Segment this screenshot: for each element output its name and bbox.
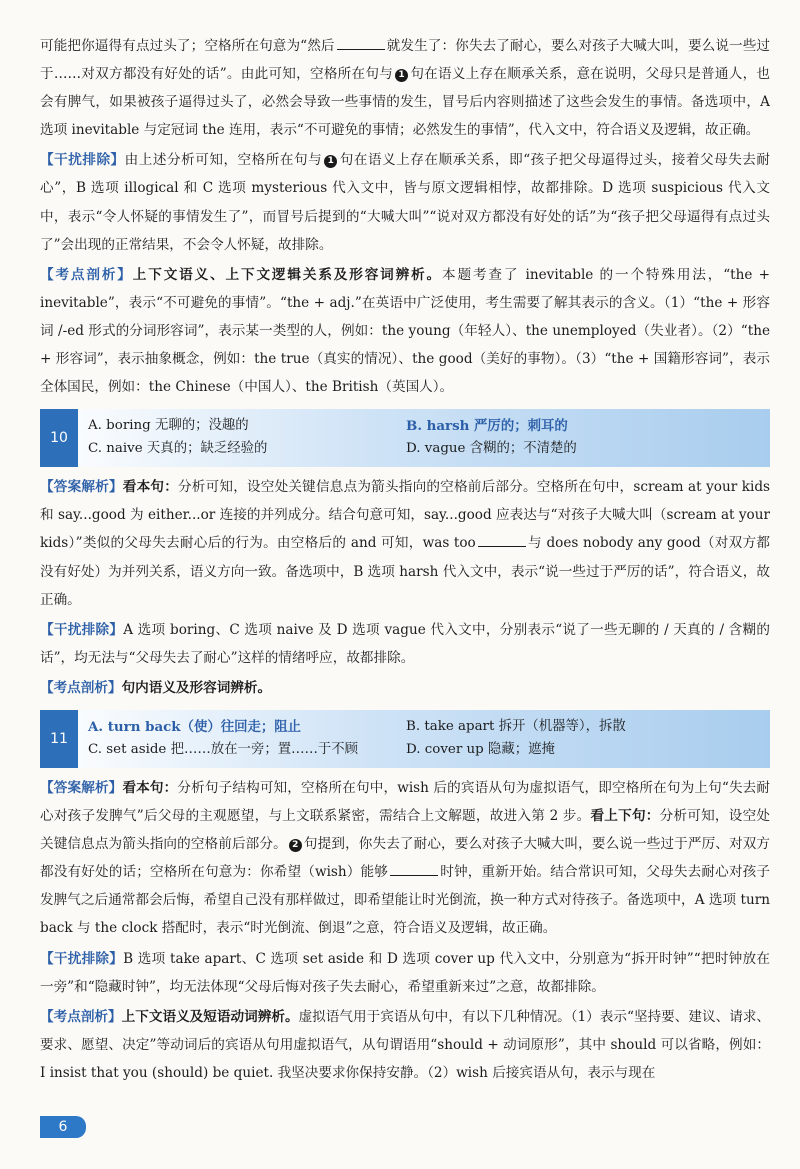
question-number: 11 — [40, 710, 78, 768]
option-c: C. set aside 把……放在一旁；置……于不顾 — [88, 741, 359, 757]
label-answer: 【答案解析】 — [40, 479, 123, 496]
label-analysis: 【考点剖析】 — [40, 679, 122, 696]
circled-number-1: 1 — [324, 155, 337, 168]
circled-number-2: 2 — [289, 839, 302, 852]
page-body — [40, 32, 770, 1089]
label-answer: 【答案解析】 — [40, 779, 123, 796]
question-options-10 — [40, 409, 770, 467]
paragraph-q11-analysis: 【考点剖析】上下文语义及短语动词辨析。虚拟语气用于宾语从句中，有以下几种情况。（1）表示“坚持要、建议、请求、要求、愿望、决定”等动词后的宾语从句用虚拟语气，从句谓语用“should + 动词原形”，其中 should 可以省略，例如：I insist that you (should) be quiet. 我坚决要求你保持安静。（2）wish 后接宾语从句，表示与现在 — [40, 1008, 771, 1081]
option-a-correct: A. turn back（使）往回走；阻止 — [88, 718, 302, 735]
paragraph-q11-answer: 【答案解析】看本句：分析句子结构可知，空格所在句中，wish 后的宾语从句为虚拟语气，即空格所在句为上句“失去耐心对孩子发脾气”后父母的主观愿望，与上文联系紧密，需结合上文解题，故进入第 2 步。看上下句：分析可知，设空处关键信息点为箭头指向的空格前后部分。 2 句提到，你失去了耐心，要么对孩子大喊大叫，要么说一些过于严厉、对双方都没有好处的话；空格所在句意为：你希望（wish）能够 时钟，重新开始。结合常识可知，父母失去耐心对孩子发脾气之后通常都会后悔，希望自己没有那样做过，即希望能让时光倒流，换一种方式对待孩子。备选项中，A 选项 turn back 与 the clock 搭配时，表示“时光倒流、倒退”之意，符合语义及逻辑，故正确。 — [40, 779, 771, 937]
option-d: D. cover up 隐藏；遮掩 — [406, 741, 555, 757]
label-distract: 【干扰排除】 — [40, 621, 124, 638]
question-number: 10 — [40, 409, 78, 467]
label-distract: 【干扰排除】 — [40, 152, 125, 169]
option-c: C. naive 天真的；缺乏经验的 — [88, 441, 268, 457]
paragraph-q9-answer: 可能把你逼得有点过头了；空格所在句意为“然后 就发生了：你失去了耐心，要么对孩子大喊大叫，要么说一些过于……对双方都没有好处的话”。由此可知，空格所在句与 1 句在语义上存在顺承关系，意在说明，父母只是普通人，也会有脾气，如果被孩子逼得过头了，必然会导致一些事情的发生，冒号后内容则描述了这些会发生的事情。备选项中，A 选项 inevitable 与定冠词 the 连用，表示“不可避免的事情；必然发生的事情”，代入文中，符合语义及逻辑，故正确。 — [40, 38, 771, 139]
paragraph-q10-answer: 【答案解析】看本句：分析可知，设空处关键信息点为箭头指向的空格前后部分。空格所在句中，scream at your kids 和 say...good 为 either...or 连接的并列成分。结合句意可知，say...good 应表达与“对孩子大喊大叫（scream at your kids）”类似的父母失去耐心后的行为。由空格后的 and 可知，was too 与 does nobody any good（对双方都没有好处）为并列关系，语义方向一致。备选项中，B 选项 harsh 代入文中，表示“说一些过于严厉的话”，符合语义，故正确。 — [40, 479, 771, 608]
option-b: B. take apart 拆开（机器等），拆散 — [406, 718, 626, 734]
label-analysis: 【考点剖析】 — [40, 266, 133, 283]
label-distract: 【干扰排除】 — [40, 950, 124, 967]
page-number: 6 — [40, 1116, 86, 1138]
option-a: A. boring 无聊的；没趣的 — [88, 418, 249, 434]
label-analysis: 【考点剖析】 — [40, 1008, 122, 1025]
paragraph-q11-distract: 【干扰排除】B 选项 take apart、C 选项 set aside 和 D 选项 cover up 代入文中，分别意为“拆开时钟”“把时钟放在一旁”和“隐藏时钟”，均无法体现“父母后悔对孩子失去耐心，希望重新来过”之意，故都排除。 — [40, 950, 770, 995]
blank-line — [390, 863, 438, 876]
blank-line — [478, 534, 526, 547]
option-d: D. vague 含糊的；不清楚的 — [406, 441, 577, 457]
circled-number-1: 1 — [395, 69, 408, 82]
paragraph-q9-distract: 【干扰排除】由上述分析可知，空格所在句与 1 句在语义上存在顺承关系，即“孩子把父母逼得过头，接着父母失去耐心”，B 选项 illogical 和 C 选项 mysterious 代入文中，皆与原文逻辑相悖，故都排除。D 选项 suspicious 代入文中，表示“令人怀疑的事情发生了”，而冒号后提到的“大喊大叫”“说对双方都没有好处的话”为“孩子把父母逼得有点过头了”会出现的正常结果，不会令人怀疑，故排除。 — [40, 152, 771, 253]
paragraph-q10-distract: 【干扰排除】A 选项 boring、C 选项 naive 及 D 选项 vague 代入文中，分别表示“说了一些无聊的 / 天真的 / 含糊的话”，均无法与“父母失去了耐心”这样的情绪呼应，故都排除。 — [40, 621, 771, 666]
option-b-correct: B. harsh 严厉的；刺耳的 — [406, 418, 568, 435]
question-options-11 — [40, 710, 770, 768]
paragraph-q9-analysis: 【考点剖析】上下文语义、上下文逻辑关系及形容词辨析。本题考查了 inevitable 的一个特殊用法，“the + inevitable”，表示“不可避免的事情”。“the + adj.”在英语中广泛使用，考生需要了解其表示的含义。（1）“the + 形容词 /-ed 形式的分词形容词”，表示某一类型的人，例如：the young（年轻人）、the unemployed（失业者）。（2）“the + 形容词”，表示抽象概念，例如：the true（真实的情况）、the good（美好的事物）。（3）“the + 国籍形容词”，表示全体国民，例如：the Chinese（中国人）、the British（英国人）。 — [40, 266, 771, 396]
blank-line — [337, 37, 385, 50]
paragraph-q10-analysis: 【考点剖析】句内语义及形容词辨析。 — [40, 679, 272, 696]
